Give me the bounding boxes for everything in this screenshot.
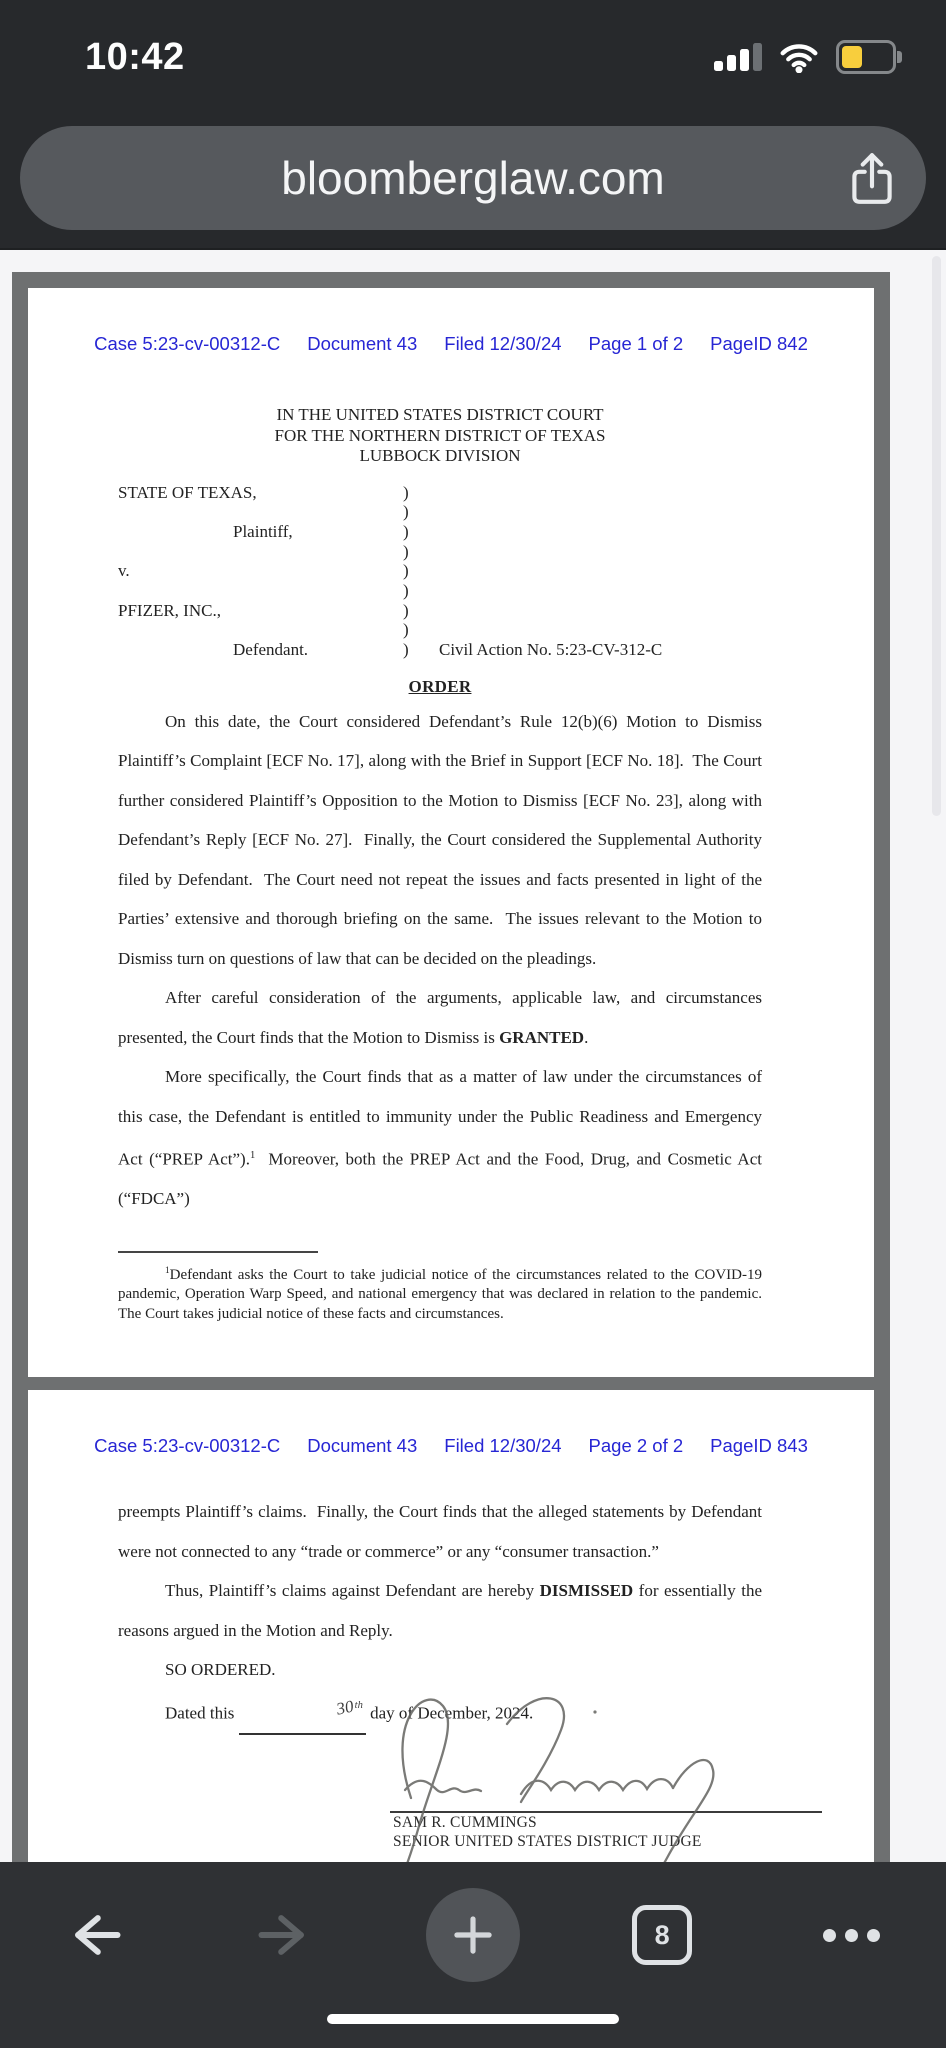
stamp-case-number: Case 5:23-cv-00312-C — [94, 1435, 281, 1456]
pdf-page-1 — [28, 288, 874, 1377]
page-scrollbar[interactable] — [932, 256, 941, 816]
court-heading — [118, 405, 762, 467]
battery-level-fill — [842, 46, 862, 68]
pdf-scroll-area[interactable] — [0, 250, 946, 1862]
stamp-document-number: Document 43 — [307, 333, 418, 354]
so-ordered-line: SO ORDERED. — [165, 1660, 276, 1679]
court-line-1: IN THE UNITED STATES DISTRICT COURT — [276, 405, 604, 424]
status-bar — [0, 0, 946, 100]
handwritten-day: 30th — [239, 1690, 366, 1735]
back-button[interactable] — [48, 1888, 142, 1982]
stamp-page-number: Page 2 of 2 — [588, 1435, 684, 1456]
plaintiff-role: Plaintiff, — [233, 521, 293, 541]
plus-icon — [450, 1912, 496, 1958]
cellular-signal-icon — [714, 43, 762, 71]
address-bar[interactable] — [20, 126, 926, 230]
pdf-page-2 — [28, 1390, 874, 1862]
forward-button[interactable] — [237, 1888, 331, 1982]
new-tab-button[interactable] — [426, 1888, 520, 1982]
back-arrow-icon — [64, 1904, 126, 1966]
court-line-3: LUBBOCK DIVISION — [359, 446, 521, 465]
ellipsis-icon — [823, 1929, 880, 1942]
stamp-case-number: Case 5:23-cv-00312-C — [94, 333, 281, 354]
share-button[interactable] — [842, 145, 902, 211]
order-body-page-2 — [118, 1492, 767, 1650]
tab-count-label: 8 — [654, 1919, 670, 1950]
pdf-viewer-frame — [12, 272, 890, 1862]
order-paragraph-2: After careful consideration of the arguments, applicable law, and circumstances presented, the Court finds that the Motion to Dismiss is GRANTED. — [118, 988, 767, 1047]
browser-bottom-toolbar — [0, 1862, 946, 2048]
stamp-page-id: PageID 843 — [710, 1435, 808, 1456]
order-paragraph-4: preempts Plaintiff’s claims. Finally, the Court finds that the alleged statements by Defendant were not connected to any “trade or commerce” or any “consumer transaction.” — [118, 1502, 767, 1561]
order-paragraph-1: On this date, the Court considered Defendant’s Rule 12(b)(6) Motion to Dismiss Plaintiff’s Complaint [ECF No. 17], along with the Brief in Support [ECF No. 18]. The Court further considered Plaintiff’s Opposition to the Motion to Dismiss [ECF No. 23], along with Defendant’s Reply [ECF No. 27]. Finally, the Court considered the Supplemental Authority filed by Defendant. The Court need not repeat the issues and facts presented in light of the Parties’ extensive and thorough briefing on the same. The issues relevant to the Motion to Dismiss turn on questions of law that can be decided on the pleadings. — [118, 711, 767, 968]
more-menu-button[interactable] — [804, 1888, 898, 1982]
stamp-filed-date: Filed 12/30/24 — [444, 333, 562, 354]
order-paragraph-3: More specifically, the Court finds that as a matter of law under the circumstances of this case, the Defendant is entitled to immunity under the Public Readiness and Emergency Act (“PREP Act”).$^1$ Moreover, both the PREP Act and the Food, Drug, and Cosmetic Act (“FDCA”) — [118, 1067, 767, 1209]
dated-prefix: Dated this — [165, 1703, 235, 1723]
plaintiff-name: STATE OF TEXAS, — [118, 482, 257, 502]
footnote-1: $^1$Defendant asks the Court to take judicial notice of the circumstances related to the COVID-19 pandemic, Operation Warp Speed, and national emergency that was declared in relation to the pandemic. The Court takes judicial notice of these facts and circumstances. — [118, 1265, 762, 1323]
court-line-2: FOR THE NORTHERN DISTRICT OF TEXAS — [274, 425, 606, 445]
url-text: bloomberglaw.com — [281, 152, 665, 204]
stamp-page-number: Page 1 of 2 — [588, 333, 684, 354]
stamp-document-number: Document 43 — [307, 1435, 418, 1456]
share-icon — [849, 149, 895, 207]
order-paragraph-5: Thus, Plaintiff’s claims against Defendant are hereby DISMISSED for essentially the reasons argued in the Motion and Reply. — [118, 1581, 767, 1640]
stamp-filed-date: Filed 12/30/24 — [444, 1435, 562, 1456]
clock: 10:42 — [85, 35, 185, 78]
ecf-stamp-page-2 — [28, 1435, 874, 1457]
forward-arrow-icon — [253, 1904, 315, 1966]
civil-action-number: Civil Action No. 5:23-CV-312-C — [439, 640, 663, 659]
browser-top-chrome — [0, 0, 946, 250]
dated-line — [118, 1690, 762, 1735]
caption-parens: ) ) ) ) ) ) ) ) ) — [403, 482, 409, 659]
url-row — [0, 100, 946, 230]
tab-counter — [632, 1905, 692, 1965]
wifi-icon — [778, 41, 820, 73]
versus: v. — [118, 561, 130, 581]
order-title: ORDER — [408, 676, 472, 696]
home-indicator[interactable] — [327, 2014, 619, 2024]
stamp-page-id: PageID 842 — [710, 333, 808, 354]
status-icons — [714, 40, 904, 74]
dated-rest: day of December, 2024. — [370, 1703, 534, 1723]
ecf-stamp-page-1 — [28, 333, 874, 355]
defendant-role: Defendant. — [233, 640, 309, 659]
footnote-separator — [118, 1251, 318, 1253]
order-body-page-1 — [118, 702, 767, 1219]
judge-title: SENIOR UNITED STATES DISTRICT JUDGE — [393, 1833, 702, 1851]
battery-icon — [836, 40, 896, 74]
judge-name: SAM R. CUMMINGS — [393, 1813, 537, 1831]
tab-switcher-button[interactable] — [615, 1888, 709, 1982]
defendant-name: PFIZER, INC., — [118, 600, 221, 620]
case-caption — [118, 483, 762, 660]
